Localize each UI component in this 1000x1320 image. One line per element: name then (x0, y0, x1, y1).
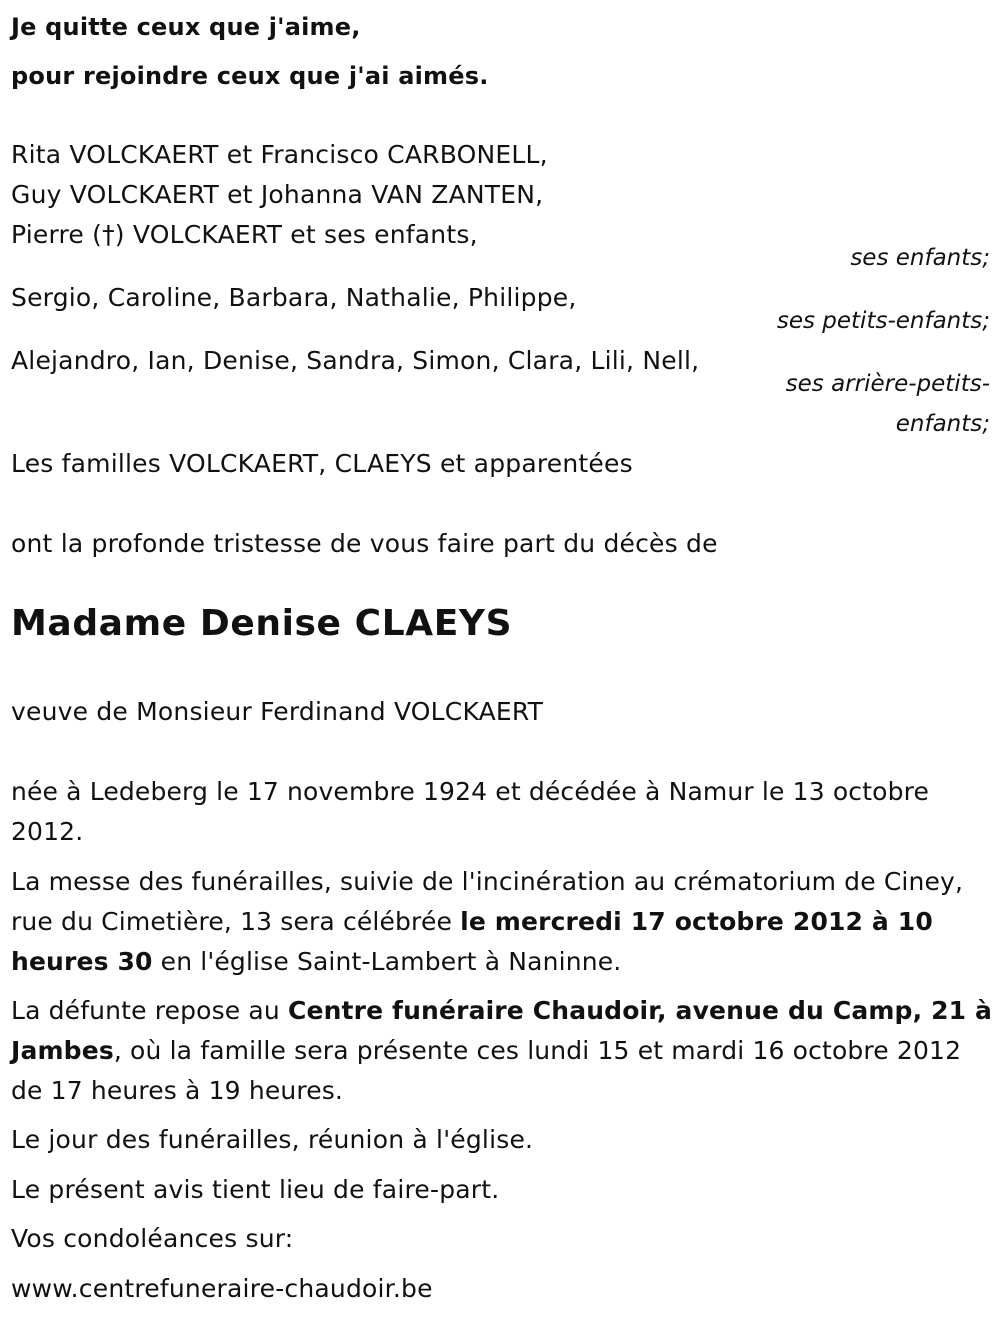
grandchildren-line: Sergio, Caroline, Barbara, Nathalie, Philippe, (11, 283, 577, 312)
visitation-location: Centre funéraire Chaudoir, avenue du Camp, 21 à Jambes (11, 996, 993, 1065)
announcement-line: ont la profonde tristesse de vous faire part du décès de (11, 529, 718, 558)
children-line-2: Guy VOLCKAERT et Johanna VAN ZANTEN, (11, 180, 544, 209)
epigraph-line-2: pour rejoindre ceux que j'ai aimés. (11, 62, 489, 90)
great-grandchildren-relation-1: ses arrière-petits- (785, 371, 990, 397)
notice-line: Le présent avis tient lieu de faire-part. (11, 1175, 500, 1204)
ceremony-datetime: le mercredi 17 octobre 2012 à 10 heures 30 (11, 907, 933, 976)
ceremony-place: en l'église Saint-Lambert à Naninne. (152, 947, 622, 976)
visitation-intro: La défunte repose au (11, 996, 288, 1025)
children-line-3: Pierre (†) VOLCKAERT et ses enfants, (11, 220, 478, 249)
great-grandchildren-line: Alejandro, Ian, Denise, Sandra, Simon, Clara, Lili, Nell, (11, 346, 700, 375)
meeting-line: Le jour des funérailles, réunion à l'église. (11, 1125, 534, 1154)
families-line: Les familles VOLCKAERT, CLAEYS et apparentées (11, 449, 633, 478)
grandchildren-relation: ses petits-enfants; (776, 308, 990, 334)
birth-death-paragraph: née à Ledeberg le 17 novembre 1924 et décédée à Namur le 13 octobre 2012. (11, 777, 930, 846)
visitation-paragraph (11, 991, 993, 1111)
condolences-website-link[interactable]: www.centrefuneraire-chaudoir.be (11, 1274, 433, 1303)
spouse-line: veuve de Monsieur Ferdinand VOLCKAERT (11, 697, 544, 726)
epigraph-line-1: Je quitte ceux que j'aime, (11, 13, 361, 41)
condolences-label: Vos condoléances sur: (11, 1224, 294, 1253)
children-line-1: Rita VOLCKAERT et Francisco CARBONELL, (11, 140, 548, 169)
deceased-name: Madame Denise CLAEYS (11, 603, 513, 644)
great-grandchildren-relation-2: enfants; (895, 411, 990, 437)
ceremony-paragraph (11, 862, 993, 982)
ceremony-intro: La messe des funérailles, suivie de l'incinération au crématorium de Ciney, rue du Cimetière, 13 sera célébrée (11, 867, 964, 936)
children-relation: ses enfants; (850, 245, 990, 271)
visitation-details: , où la famille sera présente ces lundi 15 et mardi 16 octobre 2012 de 17 heures à 19 heures. (11, 1036, 962, 1105)
